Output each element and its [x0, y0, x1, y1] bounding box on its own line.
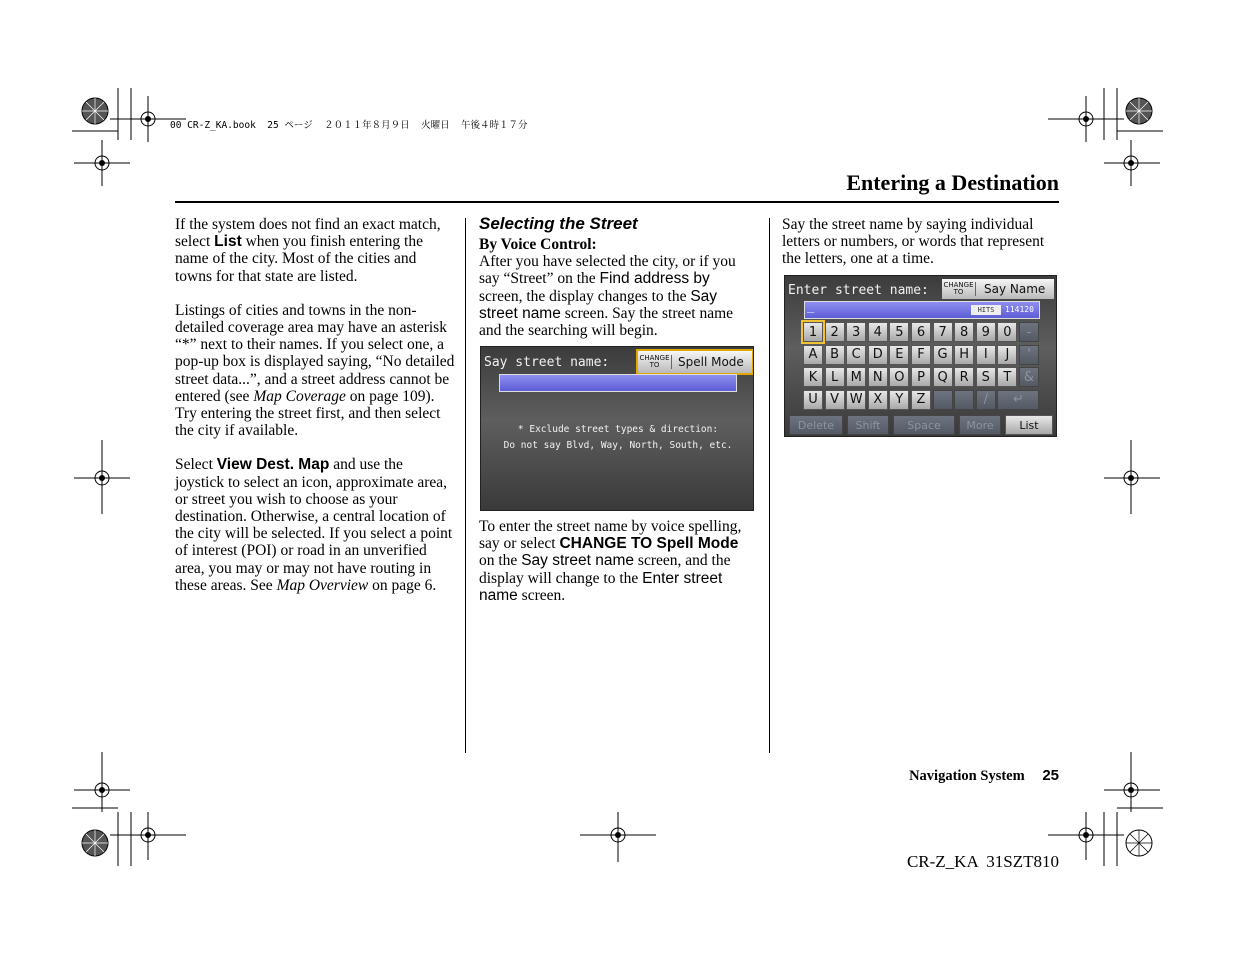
change-to-label: CHANGE TO	[638, 355, 672, 369]
screen-title: Enter street name:	[788, 283, 929, 298]
key-button[interactable]: W	[846, 390, 866, 410]
key-button-blank[interactable]	[933, 390, 953, 410]
key-button[interactable]: 3	[846, 322, 866, 342]
change-to-say-name-button[interactable]	[942, 279, 1054, 299]
key-button[interactable]: 0	[997, 322, 1017, 342]
key-button[interactable]: 7	[933, 322, 953, 342]
delete-button[interactable]: Delete	[789, 415, 843, 435]
street-name-input[interactable]	[499, 374, 737, 392]
hits-label: HITS	[971, 305, 1001, 315]
column-2-lower	[479, 518, 755, 604]
key-button[interactable]: A	[803, 345, 823, 365]
key-button[interactable]: L	[825, 367, 845, 387]
print-info-line: 00 CR-Z_KA.book 25 ページ ２０１１年８月９日 火曜日 午後４時１７分	[170, 120, 528, 131]
col1-paragraph-1: If the system does not find an exact match, select List when you finish entering the name of the city. Most of the cities and towns for that state are listed.	[175, 216, 441, 285]
key-button[interactable]: B	[825, 345, 845, 365]
section-heading: Selecting the Street	[479, 214, 638, 233]
key-button[interactable]: D	[868, 345, 888, 365]
enter-key[interactable]: ↵	[997, 390, 1039, 410]
key-button[interactable]: G	[933, 345, 953, 365]
key-button[interactable]: 4	[868, 322, 888, 342]
exclude-note: * Exclude street types & direction:	[517, 424, 719, 435]
enter-street-name-screen	[784, 275, 1057, 437]
key-button[interactable]: -	[1019, 322, 1039, 342]
page-number: 25	[1042, 767, 1059, 784]
do-not-say-note: Do not say Blvd, Way, North, South, etc.	[503, 440, 733, 451]
key-button[interactable]: Y	[889, 390, 909, 410]
header-rule	[175, 201, 1059, 203]
col2-paragraph-2: To enter the street name by voice spelling, say or select CHANGE TO Spell Mode on the Say street name screen, and the display will change to the Enter street name screen.	[479, 518, 742, 604]
shift-button[interactable]: Shift	[847, 415, 889, 435]
key-button[interactable]: U	[803, 390, 823, 410]
street-name-entry-field[interactable]	[804, 301, 1040, 319]
key-button[interactable]: 8	[954, 322, 974, 342]
key-button[interactable]: I	[976, 345, 996, 365]
col1-paragraph-2: Listings of cities and towns in the non-detailed coverage area may have an asterisk “*” next to their names. If you select one, a pop-up box is displayed saying, “No detailed street data...”, and a street address cannot be entered (see Map Coverage on page 109). Try entering the street first, and then select the city if available.	[175, 301, 455, 440]
key-button[interactable]: C	[846, 345, 866, 365]
key-button[interactable]: X	[868, 390, 888, 410]
key-button[interactable]: R	[954, 367, 974, 387]
key-button[interactable]: J	[997, 345, 1017, 365]
say-street-name-screen	[480, 346, 754, 511]
key-button[interactable]: O	[889, 367, 909, 387]
column-3	[782, 216, 1060, 268]
map-coverage-ref: Map Coverage	[253, 387, 346, 405]
key-button[interactable]: 6	[911, 322, 931, 342]
key-button[interactable]: S	[976, 367, 996, 387]
key-button[interactable]: P	[911, 367, 931, 387]
key-button[interactable]: Z	[911, 390, 931, 410]
change-to-label: CHANGE TO	[942, 282, 976, 296]
page-title: Entering a Destination	[846, 170, 1059, 195]
key-button[interactable]: V	[825, 390, 845, 410]
key-button[interactable]: 2	[825, 322, 845, 342]
keypad-bottom-row	[785, 415, 1057, 435]
footer-section-name: Navigation System	[909, 768, 1025, 784]
list-button[interactable]: List	[1005, 415, 1053, 435]
text-cursor: _	[807, 299, 815, 313]
key-button[interactable]: F	[911, 345, 931, 365]
key-button[interactable]: T	[997, 367, 1017, 387]
screen-title: Say street name:	[484, 355, 610, 370]
space-button[interactable]: Space	[893, 415, 955, 435]
col3-paragraph-1: Say the street name by saying individual letters or numbers, or words that represent the letters, one at a time.	[782, 216, 1045, 268]
section-subheading: By Voice Control:	[479, 236, 597, 253]
column-1	[175, 216, 455, 594]
footer-section	[880, 767, 1059, 785]
key-button[interactable]: 9	[976, 322, 996, 342]
key-button[interactable]: K	[803, 367, 823, 387]
view-dest-map-ref: View Dest. Map	[216, 456, 330, 474]
map-overview-ref: Map Overview	[276, 576, 369, 594]
key-button[interactable]: &	[1019, 367, 1039, 387]
column-divider-1	[465, 218, 466, 753]
say-name-label: Say Name	[984, 282, 1046, 296]
column-2	[479, 214, 755, 339]
key-button[interactable]: E	[889, 345, 909, 365]
more-button[interactable]: More	[959, 415, 1001, 435]
key-button[interactable]: '	[1019, 345, 1039, 365]
list-ref: List	[214, 233, 242, 251]
hits-count: 114120	[1005, 305, 1034, 314]
key-button-blank[interactable]	[954, 390, 974, 410]
change-to-spell-mode-button[interactable]	[638, 351, 752, 373]
key-button[interactable]: 1	[803, 322, 823, 342]
key-button[interactable]: Q	[933, 367, 953, 387]
column-divider-2	[769, 218, 770, 753]
key-button[interactable]: H	[954, 345, 974, 365]
col2-paragraph-1: After you have selected the city, or if you say “Street” on the Find address by screen, the display changes to the Say street name screen. Say the street name and the searching will begin.	[479, 253, 736, 340]
key-button[interactable]: 5	[889, 322, 909, 342]
key-button[interactable]: N	[868, 367, 888, 387]
col1-paragraph-3: Select View Dest. Map and use the joystick to select an icon, approximate area, or street you wish to choose as your destination. Otherwise, a central location of the city will be selected. If you select a point of interest (POI) or road in an unverified area, you may or may not have routing in these areas. See Map Overview on page 6.	[175, 456, 453, 594]
document-code: CR-Z_KA 31SZT810	[906, 852, 1059, 871]
key-button[interactable]: M	[846, 367, 866, 387]
spell-mode-label: Spell Mode	[678, 355, 744, 369]
slash-key[interactable]: /	[976, 390, 996, 410]
